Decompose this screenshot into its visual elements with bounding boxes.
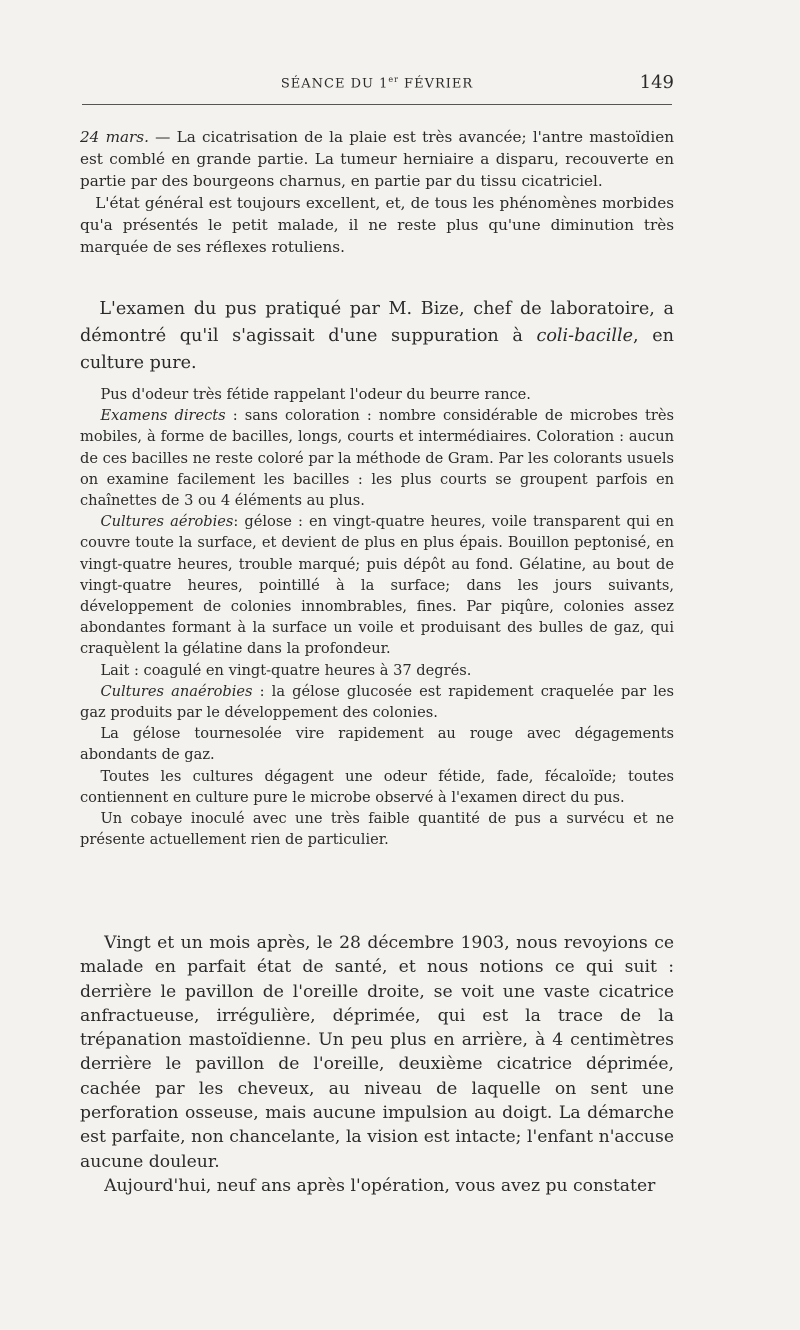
paragraph-pus-exam: L'examen du pus pratiqué par M. Bize, chef de laboratoire, a démontré qu'il s'agissait d'une suppuration à coli-bacille, en culture pure. bbox=[80, 299, 674, 373]
running-head: SÉANCE DU 1er FÉVRIER bbox=[280, 75, 474, 92]
paragraph-litmus-gelose: La gélose tournesolée vire rapidement au rouge avec dégagements abondants de gaz. bbox=[80, 725, 674, 764]
paragraph-aerobic-cultures: Cultures aérobies: gélose : en vingt-quatre heures, voile transparent qui en couvre toute la surface, et devient de plus en plus épais. Bouillon peptonisé, en vingt-quatre heures, trouble marqué; puis dépôt au fond. Gélatine, au bout de vingt-quatre heures, pointillé à la surface; dans les jours suivants, développement de colonies innombrables, fines. Par piqûre, colonies assez abondantes formant à la surface un voile et produisant des bulles de gaz, qui craquèlent la gélatine dans la profondeur. bbox=[80, 513, 674, 658]
paragraph-guinea-pig: Un cobaye inoculé avec une très faible quantité de pus a survécu et ne présente actuellement rien de particulier. bbox=[80, 810, 674, 849]
paragraph-general-state: L'état général est toujours excellent, et, de tous les phénomènes morbides qu'a présentés le petit malade, il ne reste plus qu'une diminution très marquée de ses réflexes rotuliens. bbox=[80, 194, 674, 256]
page-header bbox=[80, 72, 674, 96]
paragraph-anaerobic-cultures: Cultures anaérobies : la gélose glucosée est rapidement craquelée par les gaz produits par le développement des colonies. bbox=[80, 682, 674, 722]
pus-exam-summary bbox=[80, 296, 674, 377]
paragraph-pus-odor: Pus d'odeur très fétide rappelant l'odeur du beurre rance. bbox=[100, 386, 531, 403]
paragraph-followup: Vingt et un mois après, le 28 décembre 1903, nous revoyions ce malade en parfait état de santé, et nous notions ce qui suit : derrière le pavillon de l'oreille droite, se voit une vaste cicatrice anfractueuse, irrégulière, déprimée, qui est la trace de la trépanation mastoïdienne. Un peu plus en arrière, à 4 centimètres derrière le pavillon de l'oreille, deuxième cicatrice déprimée, cachée par les cheveux, au niveau de laquelle on sent une perforation osseuse, mais aucune impulsion au doigt. La démarche est parfaite, non chancelante, la vision est intacte; l'enfant n'accuse aucune douleur. bbox=[80, 933, 674, 1172]
paragraph-all-cultures: Toutes les cultures dégagent une odeur fétide, fade, fécaloïde; toutes contiennent en culture pure le microbe observé à l'examen direct du pus. bbox=[80, 767, 674, 806]
lab-report-block bbox=[80, 384, 674, 850]
case-notes-block bbox=[80, 126, 674, 258]
paragraph-milk: Lait : coagulé en vingt-quatre heures à 37 degrés. bbox=[100, 661, 472, 679]
followup-block bbox=[80, 931, 674, 1198]
paragraph-march-24: 24 mars. — La cicatrisation de la plaie est très avancée; l'antre mastoïdien est comblé en grande partie. La tumeur herniaire a disparu, recouverte en partie par des bourgeons charnus, en partie par du tissu cicatriciel. bbox=[80, 128, 674, 190]
paragraph-today: Aujourd'hui, neuf ans après l'opération, vous avez pu constater bbox=[104, 1175, 656, 1196]
header-rule bbox=[82, 104, 672, 105]
page-number: 149 bbox=[639, 72, 674, 93]
date-label: 24 mars. bbox=[80, 128, 149, 146]
paragraph-direct-exams: Examens directs : sans coloration : nombre considérable de microbes très mobiles, à forme de bacilles, longs, courts et intermédiaires. Coloration : aucun de ces bacilles ne reste coloré par la méthode de Gram. Par les colorants usuels on examine facilement les bacilles : les plus courts se groupent parfois en chaînettes de 3 ou 4 éléments au plus. bbox=[80, 407, 674, 510]
